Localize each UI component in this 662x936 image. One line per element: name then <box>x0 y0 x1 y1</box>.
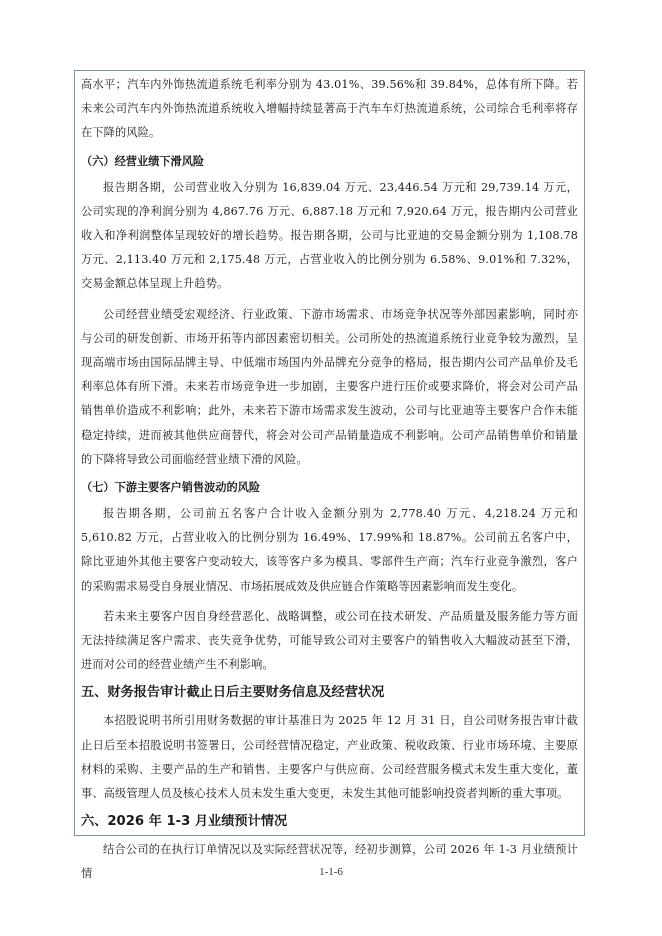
paragraph-post-audit-status: 本招股说明书所引用财务数据的审计基准日为 2025 年 12 月 31 日，自公司财务报告审计截止日后至本招股说明书签署日，公司经营情况稳定，产业政策、税收政策、行业市场环境、主要原材料的采购、主要产品的生产和销售、主要客户与供应商、公司经营服务模式未发生重大变化，董事、高级管理人员及核心技术人员未发生重大变更，未发生其他可能影响投资者判断的重大事项。 <box>81 714 578 801</box>
section-heading-q1-forecast: 六、2026 年 1-3 月业绩预计情况 <box>81 814 288 830</box>
page-number: 1-1-6 <box>319 866 343 878</box>
paragraph-q1-forecast: 结合公司的在执行订单情况以及实际经营状况等，经初步测算，公司 2026 年 1-3 月业绩预计情 <box>81 843 578 881</box>
paragraph-customer-risk-impact: 若未来主要客户因自身经营恶化、战略调整，或公司在技术研发、产品质量及服务能力等方面无法持续满足客户需求、丧失竞争优势，可能导致公司对主要客户的销售收入大幅波动甚至下滑，进而对公司的经营业绩产生不利影响。 <box>81 609 578 672</box>
sub-heading-customer-fluctuation-risk: （七）下游主要客户销售波动的风险 <box>81 481 261 495</box>
paragraph-top-five-customers: 报告期各期，公司前五名客户合计收入金额分别为 2,778.40 万元、4,218.24 万元和 5,610.82 万元，占营业收入的比例分别为 16.49%、17.99%和 18.87%。公司前五名客户中，除比亚迪外其他主要客户变动较大，该等客户多为模具、零部件生产商；汽车行业竞争激烈，客户的采购需求易受自身展业情况、市场拓展成效及供应链合作策略等因素影响而发生变化。 <box>81 507 578 593</box>
paragraph-performance-factors: 公司经营业绩受宏观经济、行业政策、下游市场需求、市场竞争状况等外部因素影响，同时亦与公司的研发创新、市场开拓等内部因素密切相关。公司所处的热流道系统行业竞争较为激烈，呈现高端市场由国际品牌主导、中低端市场国内外品牌充分竞争的格局，报告期内公司产品单价及毛利率总体有所下滑。未来若市场竞争进一步加剧，主要客户进行压价或要求降价，将会对公司产品销售单价造成不利影响；此外，未来若下游市场需求发生波动，公司与比亚迪等主要客户合作未能稳定持续，进而被其他供应商替代，将会对公司产品销量造成不利影响。公司产品销售单价和销量的下降将导致公司面临经营业绩下滑的风险。 <box>81 307 578 466</box>
paragraph-revenue-profit: 报告期各期，公司营业收入分别为 16,839.04 万元、23,446.54 万元和 29,739.14 万元，公司实现的净利润分别为 4,867.76 万元、6,887.18 万元和 7,920.64 万元，报告期内公司营业收入和净利润整体呈现较好的增长趋势。报告期各期，公司与比亚迪的交易金额分别为 1,108.78 万元、2,113.40 万元和 2,175.48 万元，占营业收入的比例分别为 6.58%、9.01%和 7.32%，交易金额总体呈现上升趋势。 <box>81 180 578 291</box>
section-heading-post-audit: 五、财务报告审计截止日后主要财务信息及经营状况 <box>81 685 385 701</box>
sub-heading-performance-decline-risk: （六）经营业绩下滑风险 <box>81 154 205 168</box>
paragraph-gross-margin-risk: 高水平；汽车内外饰热流道系统毛利率分别为 43.01%、39.56%和 39.84%，总体有所下降。若未来公司汽车内外饰热流道系统收入增幅持续显著高于汽车车灯热流道系统，公司综合毛利率将存在下降的风险。 <box>81 78 578 140</box>
